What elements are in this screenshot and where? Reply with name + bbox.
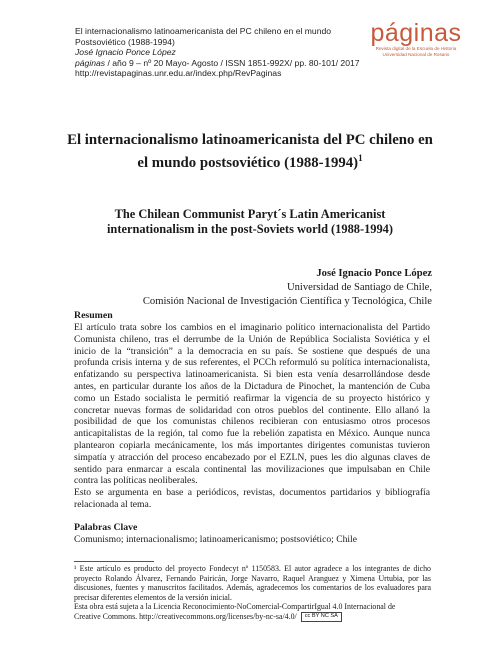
journal-header [75, 26, 375, 79]
article-title [60, 131, 440, 172]
title-footnote-mark[interactable]: 1 [358, 153, 363, 163]
keywords-heading: Palabras Clave [74, 522, 138, 533]
footnote-text-1: ¹ Este artículo es producto del proyecto Fondecyt nº 1150583. El autor agradece a los integrantes de dicho proyecto Rolando Álvarez, Fernando Pairicán, Jorge Navarro, Raquel Aranguez y Ximena Urtubia, por las discusiones, fuentes y manuscritos facilitados. Además, agradecemos los comentarios de los evaluadores para precisar diferentes elementos de la versión inicial. [74, 564, 431, 602]
header-line-title-2: Postsoviético (1988-1994) [75, 36, 175, 47]
logo-wordmark: páginas [370, 19, 462, 47]
header-line-title-1: El internacionalismo latinoamericanista del PC chileno en el mundo [75, 26, 332, 36]
abstract-heading: Resumen [74, 310, 113, 321]
footnote-license-line-1: Esta obra está sujeta a la Licencia Reconocimiento-NoComercial-CompartirIgual 4.0 Internacional de [74, 602, 396, 612]
footnote-divider [74, 561, 154, 562]
paginas-logo [366, 20, 466, 57]
header-line-issue [75, 58, 375, 69]
title-line-1: El internacionalismo latinoamericanista del PC chileno en [67, 132, 433, 148]
cc-license-badge[interactable]: cc BY NC SA [301, 612, 342, 622]
english-title-line-2: internationalism in the post-Soviets world (1988-1994) [106, 222, 393, 236]
author-name: José Ignacio Ponce López [316, 268, 432, 279]
english-title-line-1: The Chilean Communist Paryt´s Latin Americanist [114, 207, 386, 221]
header-journal-name: páginas [75, 57, 106, 68]
title-line-2 [60, 149, 440, 172]
author-block [120, 267, 432, 310]
header-line-url[interactable]: http://revistapaginas.unr.edu.ar/index.php/RevPaginas [75, 68, 282, 79]
logo-subtitle-2: Universidad Nacional de Rosario [382, 51, 450, 57]
abstract-paragraph-1: El artículo trata sobre los cambios en el imaginario político internacionalista del Partido Comunista chileno, tras el derrumbe de la Unión de República Socialista Soviética y el inicio de la “transición” a la democracia en su país. Se sostiene que después de una profunda crisis interna y de sus referentes, el PCCh reformuló su política internacionalista, enfatizando su perspectiva latinoamericanista. Si bien esta venía desarrollándose desde antes, en particular durante los años de la Dictadura de Pinochet, la mantención de Cuba como un Estado socialista le permitió reafirmar la vigencia de su proyecto histórico y concretar nuevas formas de solidaridad con otros pueblos del continente. Ello allanó la posibilidad de que los comunistas chilenos recibieran con entusiasmo otros procesos anticapitalistas de la región, tal como fue la rebelión zapatista en México. Aunque nunca plantearon copiarla mecánicamente, los más importantes dirigentes comunistas tuvieron simpatía y atracción del proceso encabezado por el EZLN, pues les dio algunas claves de sentido para enmarcar a escala continental las movilizaciones que impulsaban en Chile contra las políticas neoliberales. [74, 322, 430, 487]
author-affiliation-1: Universidad de Santiago de Chile, [286, 282, 432, 294]
header-issue-details: / año 9 – nº 20 Mayo- Agosto / ISSN 1851-992X/ pp. 80-101/ 2017 [105, 57, 360, 68]
footnote [74, 564, 431, 622]
keywords-text: Comunismo; internacionalismo; latinoamericanismo; postsoviético; Chile [74, 534, 357, 545]
article-english-title [60, 207, 440, 237]
footnote-license-line-2[interactable]: Creative Commons. http://creativecommons.org/licenses/by-nc-sa/4.0/ [74, 611, 297, 621]
title-line-2-text: el mundo postsoviético (1988-1994) [137, 154, 359, 171]
abstract-paragraph-2: Esto se argumenta en base a periódicos, revistas, documentos partidarios y bibliografía relacionada al tema. [74, 487, 430, 510]
logo-subtitle-1: Revista digital de la Escuela de Historia [375, 46, 457, 51]
abstract-body [74, 322, 430, 511]
header-line-author: José Ignacio Ponce López [75, 47, 176, 58]
author-affiliation-2: Comisión Nacional de Investigación Científica y Tecnológica, Chile [142, 296, 432, 308]
footnote-license [74, 602, 431, 622]
